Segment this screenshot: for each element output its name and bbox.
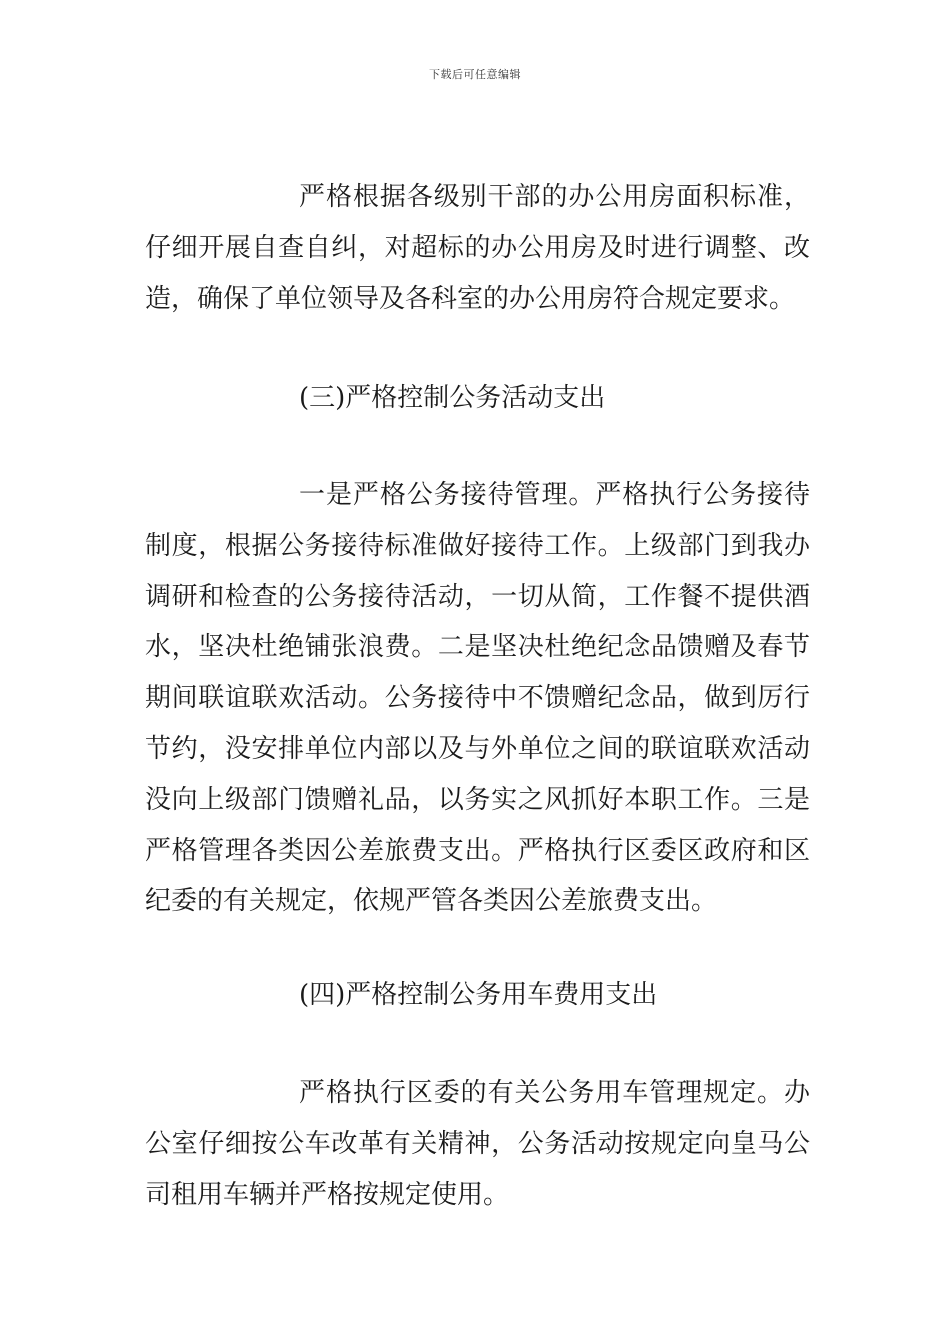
page-header: 下载后可任意编辑 (429, 68, 521, 81)
section-heading-3: (三)严格控制公务活动支出 (299, 383, 606, 413)
paragraph-official-vehicles: 严格执行区委的有关公务用车管理规定。办公室仔细按公车改革有关精神，公务活动按规定向皇马公司租用车辆并严格按规定使用。 (145, 1078, 810, 1210)
paragraph-office-space: 严格根据各级别干部的办公用房面积标准，仔细开展自查自纠，对超标的办公用房及时进行调整、改造，确保了单位领导及各科室的办公用房符合规定要求。 (145, 182, 810, 314)
section-heading-4: (四)严格控制公务用车费用支出 (299, 980, 658, 1010)
paragraph-official-reception: 一是严格公务接待管理。严格执行公务接待制度，根据公务接待标准做好接待工作。上级部门到我办调研和检查的公务接待活动，一切从简，工作餐不提供酒水，坚决杜绝铺张浪费。二是坚决杜绝纪念品馈赠及春节期间联谊联欢活动。公务接待中不馈赠纪念品，做到厉行节约，没安排单位内部以及与外单位之间的联谊联欢活动没向上级部门馈赠礼品，以务实之风抓好本职工作。三是严格管理各类因公差旅费支出。严格执行区委区政府和区纪委的有关规定，依规严管各类因公差旅费支出。 (145, 480, 810, 917)
